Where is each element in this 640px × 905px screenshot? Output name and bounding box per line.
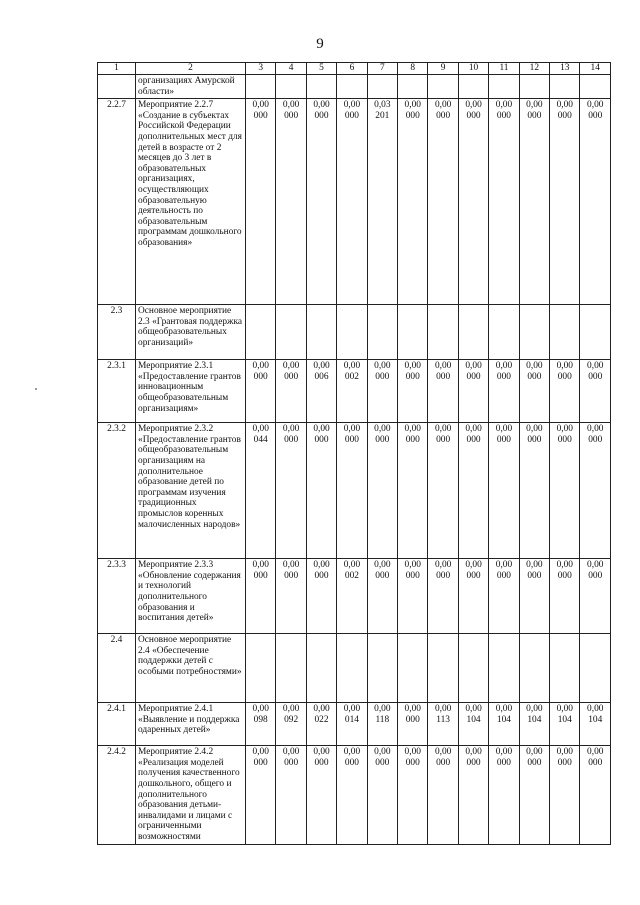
- row-number-cell: 2.2.7: [98, 99, 136, 305]
- value-cell: 0,00 000: [398, 746, 428, 844]
- value-cell: [306, 634, 336, 703]
- value-cell: 0,00 000: [306, 423, 336, 559]
- value-cell: 0,00 000: [550, 423, 580, 559]
- page-number: 9: [316, 36, 324, 52]
- value-cell: 0,00 000: [550, 99, 580, 305]
- value-cell: 0,00 006: [306, 360, 336, 423]
- value-cell: 0,00 000: [458, 423, 488, 559]
- value-cell: 0,00 000: [428, 559, 458, 634]
- value-cell: 0,00 092: [276, 703, 306, 746]
- value-cell: 0,00 000: [246, 559, 276, 634]
- value-cell: 0,00 002: [337, 559, 367, 634]
- value-cell: [337, 634, 367, 703]
- table-row: [98, 559, 611, 634]
- column-number-cell: 3: [246, 63, 276, 75]
- value-cell: [428, 634, 458, 703]
- value-cell: 0,00 000: [306, 559, 336, 634]
- value-cell: 0,00 000: [458, 99, 488, 305]
- value-cell: [306, 75, 336, 99]
- value-cell: 0,00 000: [246, 360, 276, 423]
- column-number-cell: 6: [337, 63, 367, 75]
- row-number-cell: 2.3: [98, 305, 136, 360]
- value-cell: 0,00 104: [458, 703, 488, 746]
- activity-description-cell: Мероприятие 2.4.2 «Реализация моделей получения качественного дошкольного, общего и дополнительного образования детьми-инвалидами и лицами с ограниченными возможностями: [136, 746, 246, 844]
- column-number-cell: 8: [398, 63, 428, 75]
- value-cell: 0,00 014: [337, 703, 367, 746]
- value-cell: [337, 305, 367, 360]
- value-cell: 0,00 044: [246, 423, 276, 559]
- value-cell: [458, 305, 488, 360]
- row-number-cell: 2.4: [98, 634, 136, 703]
- value-cell: 0,00 000: [519, 423, 549, 559]
- value-cell: 0,00 098: [246, 703, 276, 746]
- value-cell: 0,00 000: [519, 99, 549, 305]
- activity-description-cell: Мероприятие 2.3.1 «Предоставление грантов инновационным общеобразовательным организациям»: [136, 360, 246, 423]
- value-cell: [337, 75, 367, 99]
- value-cell: [519, 305, 549, 360]
- value-cell: 0,00 000: [489, 99, 519, 305]
- value-cell: [398, 75, 428, 99]
- value-cell: [398, 305, 428, 360]
- row-number-cell: 2.3.2: [98, 423, 136, 559]
- value-cell: 0,00 000: [276, 360, 306, 423]
- value-cell: [306, 305, 336, 360]
- value-cell: 0,00 000: [276, 423, 306, 559]
- value-cell: [367, 305, 397, 360]
- value-cell: 0,00 000: [367, 360, 397, 423]
- value-cell: 0,00 000: [428, 99, 458, 305]
- table-row: [98, 423, 611, 559]
- column-number-cell: 5: [306, 63, 336, 75]
- value-cell: 0,00 000: [489, 746, 519, 844]
- row-number-cell: 2.3.1: [98, 360, 136, 423]
- scan-artifact: [35, 388, 37, 390]
- value-cell: [519, 634, 549, 703]
- value-cell: 0,00 000: [458, 360, 488, 423]
- value-cell: [246, 634, 276, 703]
- table-row: [98, 746, 611, 844]
- column-number-cell: 9: [428, 63, 458, 75]
- value-cell: [246, 75, 276, 99]
- value-cell: 0,00 000: [580, 746, 611, 844]
- value-cell: 0,00 000: [519, 559, 549, 634]
- value-cell: 0,00 000: [580, 360, 611, 423]
- row-number-cell: [98, 75, 136, 99]
- column-number-cell: 14: [580, 63, 611, 75]
- column-number-cell: 1: [98, 63, 136, 75]
- value-cell: 0,00 000: [367, 423, 397, 559]
- column-number-cell: 2: [136, 63, 246, 75]
- value-cell: [276, 634, 306, 703]
- value-cell: 0,00 000: [580, 423, 611, 559]
- table-row: [98, 305, 611, 360]
- value-cell: 0,00 000: [428, 746, 458, 844]
- value-cell: [489, 634, 519, 703]
- value-cell: 0,00 000: [519, 360, 549, 423]
- value-cell: 0,00 000: [367, 746, 397, 844]
- value-cell: 0,00 000: [398, 360, 428, 423]
- table-row: [98, 99, 611, 305]
- column-number-cell: 10: [458, 63, 488, 75]
- value-cell: [550, 634, 580, 703]
- header-row: [98, 63, 611, 75]
- value-cell: [580, 305, 611, 360]
- value-cell: [580, 75, 611, 99]
- activity-description-cell: Основное мероприятие 2.4 «Обеспечение поддержки детей с особыми потребностями»: [136, 634, 246, 703]
- table-row: [98, 634, 611, 703]
- activity-description-cell: Основное мероприятие 2.3 «Грантовая поддержка общеобразовательных организаций»: [136, 305, 246, 360]
- value-cell: [367, 634, 397, 703]
- value-cell: 0,00 000: [276, 746, 306, 844]
- value-cell: 0,00 000: [489, 423, 519, 559]
- activity-description-cell: Мероприятие 2.2.7 «Создание в субъектах Российской Федерации дополнительных мест для детей в возрасте от 2 месяцев до 3 лет в образовательных организациях, осуществляющих образовательную деятельность по образовательным программам дошкольного образования»: [136, 99, 246, 305]
- value-cell: [489, 75, 519, 99]
- value-cell: 0,00 104: [580, 703, 611, 746]
- value-cell: 0,00 000: [398, 423, 428, 559]
- value-cell: [276, 305, 306, 360]
- row-number-cell: 2.4.2: [98, 746, 136, 844]
- value-cell: 0,03 201: [367, 99, 397, 305]
- value-cell: 0,00 000: [398, 703, 428, 746]
- value-cell: [246, 305, 276, 360]
- value-cell: 0,00 118: [367, 703, 397, 746]
- value-cell: 0,00 000: [276, 99, 306, 305]
- value-cell: 0,00 113: [428, 703, 458, 746]
- value-cell: 0,00 000: [367, 559, 397, 634]
- value-cell: 0,00 000: [489, 360, 519, 423]
- value-cell: 0,00 000: [398, 559, 428, 634]
- value-cell: [458, 634, 488, 703]
- column-number-cell: 4: [276, 63, 306, 75]
- value-cell: [367, 75, 397, 99]
- value-cell: [428, 305, 458, 360]
- value-cell: 0,00 000: [458, 746, 488, 844]
- activity-description-cell: Мероприятие 2.4.1 «Выявление и поддержка одаренных детей»: [136, 703, 246, 746]
- row-number-cell: 2.4.1: [98, 703, 136, 746]
- column-number-cell: 13: [550, 63, 580, 75]
- activity-description-cell: Мероприятие 2.3.3 «Обновление содержания и технологий дополнительного образования и воспитания детей»: [136, 559, 246, 634]
- column-number-cell: 11: [489, 63, 519, 75]
- value-cell: 0,00 000: [306, 99, 336, 305]
- value-cell: 0,00 000: [428, 360, 458, 423]
- value-cell: [398, 634, 428, 703]
- value-cell: 0,00 000: [580, 99, 611, 305]
- value-cell: [489, 305, 519, 360]
- value-cell: [550, 75, 580, 99]
- value-cell: 0,00 000: [337, 423, 367, 559]
- activity-description-cell: организациях Амурской области»: [136, 75, 246, 99]
- value-cell: 0,00 000: [519, 746, 549, 844]
- value-cell: 0,00 002: [337, 360, 367, 423]
- table-row: [98, 703, 611, 746]
- value-cell: 0,00 000: [458, 559, 488, 634]
- value-cell: 0,00 000: [337, 746, 367, 844]
- value-cell: [519, 75, 549, 99]
- value-cell: 0,00 022: [306, 703, 336, 746]
- value-cell: 0,00 000: [337, 99, 367, 305]
- value-cell: 0,00 000: [306, 746, 336, 844]
- value-cell: 0,00 104: [519, 703, 549, 746]
- value-cell: 0,00 000: [398, 99, 428, 305]
- value-cell: 0,00 000: [550, 746, 580, 844]
- value-cell: [550, 305, 580, 360]
- table-row: [98, 75, 611, 99]
- value-cell: 0,00 000: [550, 559, 580, 634]
- value-cell: [428, 75, 458, 99]
- value-cell: 0,00 000: [246, 99, 276, 305]
- table-row: [98, 360, 611, 423]
- value-cell: 0,00 000: [276, 559, 306, 634]
- value-cell: [580, 634, 611, 703]
- program-table: [97, 62, 611, 845]
- activity-description-cell: Мероприятие 2.3.2 «Предоставление грантов общеобразовательным организациям на дополнительное образование детей по программам изучения традиционных промыслов коренных малочисленных народов»: [136, 423, 246, 559]
- column-number-cell: 12: [519, 63, 549, 75]
- column-number-cell: 7: [367, 63, 397, 75]
- value-cell: 0,00 104: [550, 703, 580, 746]
- value-cell: 0,00 104: [489, 703, 519, 746]
- value-cell: [458, 75, 488, 99]
- value-cell: 0,00 000: [246, 746, 276, 844]
- value-cell: 0,00 000: [550, 360, 580, 423]
- row-number-cell: 2.3.3: [98, 559, 136, 634]
- value-cell: 0,00 000: [428, 423, 458, 559]
- value-cell: 0,00 000: [489, 559, 519, 634]
- value-cell: 0,00 000: [580, 559, 611, 634]
- value-cell: [276, 75, 306, 99]
